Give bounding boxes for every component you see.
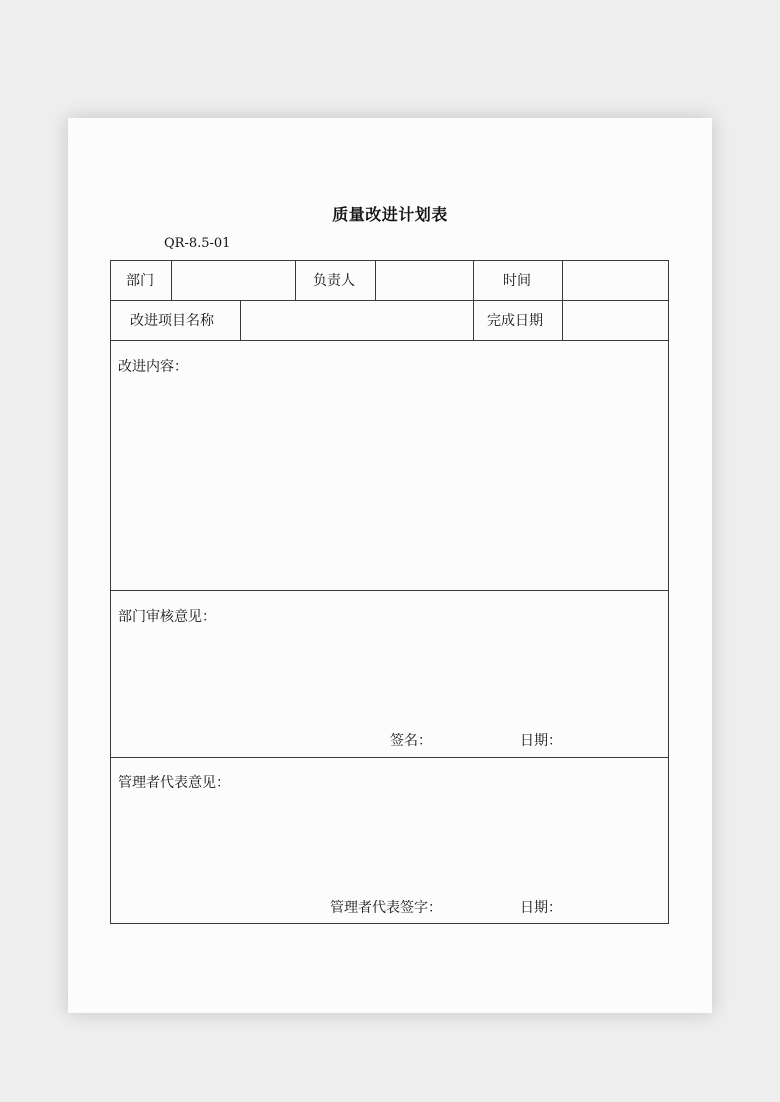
mgmt-rep-label: 管理者代表意见：: [118, 775, 230, 791]
improvement-content-label: 改进内容：: [118, 359, 188, 375]
table-row-divider-2: [110, 340, 669, 341]
improvement-content-field[interactable]: [111, 380, 667, 589]
project-name-label: 改进项目名称: [130, 313, 214, 329]
row1-col-divider-2: [295, 260, 296, 300]
department-field[interactable]: [172, 261, 294, 300]
paper-sheet: [68, 118, 712, 1013]
form-title: 质量改进计划表: [332, 205, 448, 224]
time-label: 时间: [503, 273, 531, 289]
mgmt-rep-field[interactable]: [111, 796, 667, 896]
responsible-field[interactable]: [376, 261, 472, 300]
table-row-divider-3: [110, 590, 669, 591]
project-name-field[interactable]: [241, 301, 472, 340]
completion-date-field[interactable]: [563, 301, 667, 340]
dept-review-field[interactable]: [111, 630, 667, 730]
dept-review-signature-label: 签名：: [390, 733, 432, 749]
responsible-label: 负责人: [313, 273, 355, 289]
table-border-right: [668, 260, 669, 924]
row1-col-divider-4: [473, 260, 474, 340]
dept-review-label: 部门审核意见：: [118, 609, 216, 625]
completion-date-label: 完成日期: [487, 313, 543, 329]
mgmt-rep-date-label: 日期：: [520, 900, 562, 916]
table-border-bottom: [110, 923, 669, 924]
document-number: QR-8.5-01: [164, 236, 231, 251]
mgmt-rep-signature-label: 管理者代表签字：: [330, 900, 442, 916]
time-field[interactable]: [563, 261, 667, 300]
dept-review-date-label: 日期：: [520, 733, 562, 749]
department-label: 部门: [126, 273, 154, 289]
table-row-divider-4: [110, 757, 669, 758]
